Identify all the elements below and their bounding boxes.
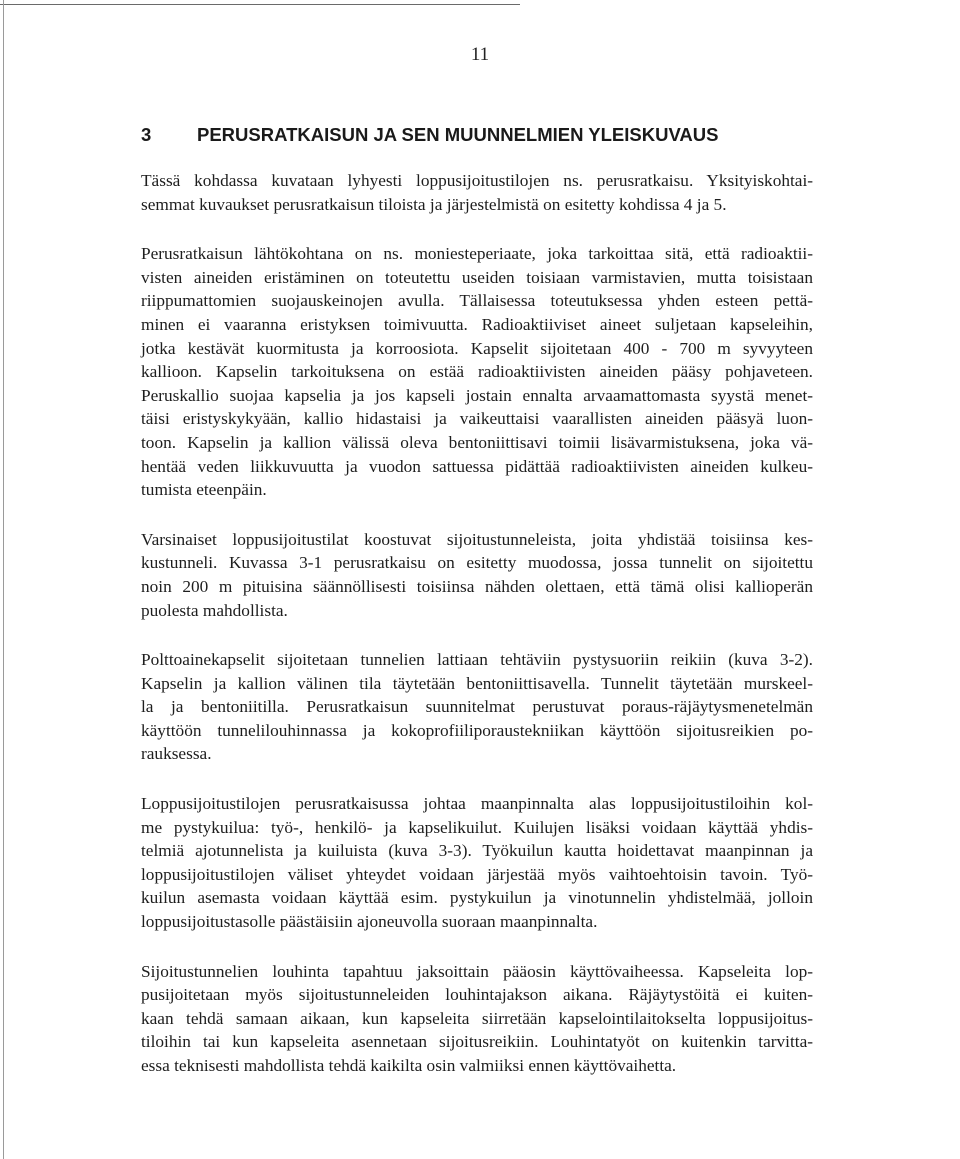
paragraph-line: telmiä ajotunnelista ja kuiluista (kuva 3-3). Työkuilun kautta hoidettavat maanpinnan ja [141,841,813,861]
paragraph-line: essa teknisesti mahdollista tehdä kaikilta osin valmiiksi ennen käyttövaihetta. [141,1056,677,1075]
paragraph [141,242,813,502]
paragraph-line: kaan tehdä samaan aikaan, kun kapseleita siirretään kapselointilaitokselta loppusijoitus- [141,1008,813,1028]
paragraph-line: rauksessa. [141,744,212,764]
page-number: 11 [470,44,490,65]
scan-border-top [0,4,520,5]
section-heading [141,124,718,146]
paragraph-line: semmat kuvaukset perusratkaisun tiloista ja järjestelmistä on esitetty kohdissa 4 ja 5. [141,194,727,214]
paragraph [141,960,813,1078]
paragraph [141,169,813,216]
paragraph-line: toon. Kapselin ja kallion välissä oleva bentoniittisavi toimii lisävarmistuksena, joka vä- [141,432,813,452]
paragraph-line: kustunneli. Kuvassa 3-1 perusratkaisu on esitetty muodossa, jossa tunnelit on sijoitettu [141,553,813,573]
paragraph-line: loppusijoitustasolle päästäisiin ajoneuvolla suoraan maanpinnalta. [141,912,598,932]
paragraph-line: Tässä kohdassa kuvataan lyhyesti loppusijoitustilojen ns. perusratkaisu. Yksityiskohtai- [141,171,813,190]
paragraph-line: käyttöön tunnelilouhinnassa ja kokoprofiiliporaustekniikan käyttöön sijoitusreikien po- [141,720,813,740]
paragraph-line: noin 200 m pituisina säännöllisesti toisiinsa nähden olettaen, että tämä olisi kallioperän [141,576,813,596]
paragraph-line: kallioon. Kapselin tarkoituksena on estää radioaktiivisten aineiden pääsy pohjaveteen. [141,362,813,382]
scan-border-left [3,0,4,1159]
paragraph-line: pusijoitetaan myös sijoitustunneleiden louhintajakson aikana. Räjäytystöitä ei kuiten- [141,985,813,1005]
paragraph-line: jotka kestävät kuormitusta ja korroosiota. Kapselit sijoitetaan 400 - 700 m syvyyteen [141,338,813,358]
paragraph-line: puolesta mahdollista. [141,600,288,620]
paragraph [141,528,813,622]
paragraph-line: Perusratkaisun lähtökohtana on ns. moniesteperiaate, joka tarkoittaa sitä, että radioaktii- [141,244,813,264]
paragraph-line: loppusijoitustilojen väliset yhteydet voidaan järjestää myös vaihtoehtoisin tavoin. Työ- [141,864,813,884]
paragraph [141,792,813,934]
paragraph-line: Varsinaiset loppusijoitustilat koostuvat sijoitustunneleista, joita yhdistää toisiinsa kes- [141,529,813,549]
section-title: PERUSRATKAISUN JA SEN MUUNNELMIEN YLEISKUVAUS [197,124,719,145]
paragraph-line: kuilun asemasta voidaan käyttää esim. pystykuilun ja vinotunnelin yhdistelmää, jolloin [141,888,813,908]
paragraph-line: Sijoitustunnelien louhinta tapahtuu jaksoittain pääosin käyttövaiheessa. Kapseleita lop- [141,961,813,981]
paragraph [141,648,813,766]
paragraph-line: Polttoainekapselit sijoitetaan tunnelien lattiaan tehtäviin pystysuoriin reikiin (kuva 3-2). [141,650,813,670]
body-text [141,169,813,1104]
paragraph-line: la ja bentoniitilla. Perusratkaisun suunnitelmat perustuvat poraus-räjäytysmenetelmän [141,697,813,717]
paragraph-line: visten aineiden eristäminen on toteutettu useiden toisiaan varmistavien, mutta toisistaan [141,267,813,287]
paragraph-line: Peruskallio suojaa kapselia ja jos kapseli jostain ennalta arvaamattomasta syystä menet- [141,385,813,405]
paragraph-line: me pystykuilua: työ-, henkilö- ja kapselikuilut. Kuilujen lisäksi voidaan käyttää yhdis- [141,817,813,837]
paragraph-line: hentää veden liikkuvuutta ja vuodon sattuessa pidättää radioaktiivisten aineiden kulkeu- [141,456,813,476]
section-number: 3 [141,124,152,145]
paragraph-line: minen ei vaaranna eristyksen toimivuutta. Radioaktiiviset aineet suljetaan kapseleihin, [141,314,813,334]
paragraph-line: riippumattomien suojauskeinojen avulla. Tällaisessa toteutuksessa yhden esteen pettä- [141,291,813,311]
paragraph-line: tumista eteenpäin. [141,480,267,500]
paragraph-line: tiloihin tai kun kapseleita asennetaan sijoitusreikiin. Louhintatyöt on kuitenkin tarvitta- [141,1032,813,1052]
paragraph-line: täisi eristyskykyään, kallio hidastaisi ja vaikeuttaisi vaarallisten aineiden pääsyä luon- [141,409,813,429]
paragraph-line: Loppusijoitustilojen perusratkaisussa johtaa maanpinnalta alas loppusijoitustiloihin kol- [141,794,813,814]
paragraph-line: Kapselin ja kallion välinen tila täytetään bentoniittisavella. Tunnelit täytetään murskeel- [141,673,813,693]
